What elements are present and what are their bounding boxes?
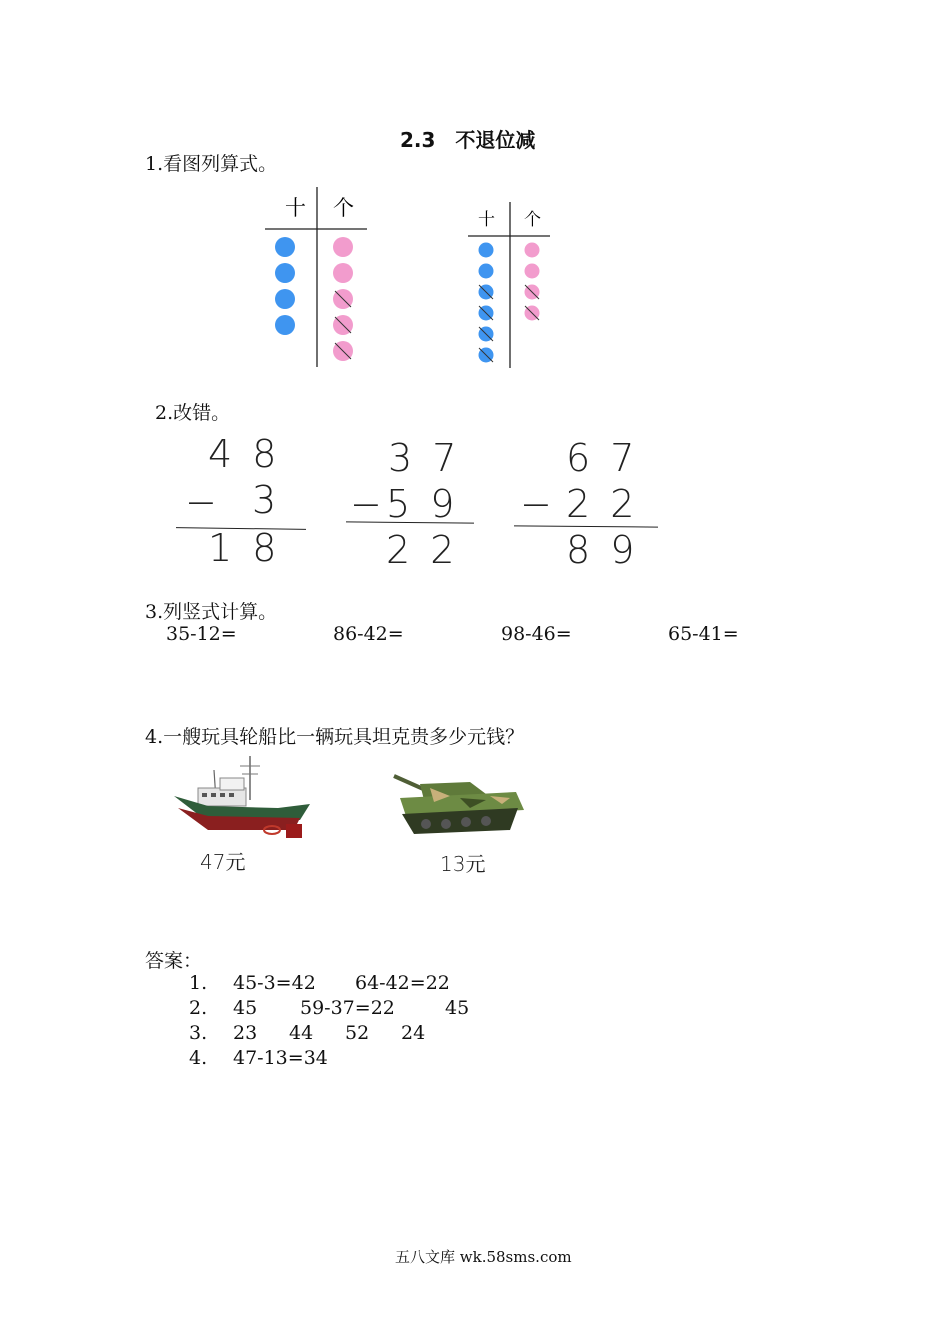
toy-ship-image bbox=[168, 752, 316, 844]
tens-dots bbox=[479, 243, 494, 363]
answer-2-part-1: 45 bbox=[233, 997, 258, 1019]
tens-dots bbox=[275, 237, 295, 335]
problem-3-top: 6 7 bbox=[566, 436, 639, 480]
ones-header: 个 bbox=[524, 210, 541, 230]
answer-2-part-3: 45 bbox=[445, 997, 470, 1019]
calc-item-3: 98-46= bbox=[501, 623, 572, 645]
answer-3-part-4: 24 bbox=[401, 1022, 426, 1044]
ones-header: 个 bbox=[333, 196, 354, 220]
problem-1-op: − bbox=[185, 480, 217, 524]
answer-4-part-1: 47-13=34 bbox=[233, 1047, 328, 1069]
answer-num-2: 2. bbox=[189, 997, 208, 1019]
toy-tank-image bbox=[390, 770, 530, 840]
page-title: 2.3 不退位减 bbox=[400, 128, 536, 152]
ones-dots bbox=[525, 243, 540, 321]
problem-3-result: 8 9 bbox=[566, 528, 639, 572]
answer-num-3: 3. bbox=[189, 1022, 208, 1044]
answer-num-1: 1. bbox=[189, 972, 208, 994]
question-2-label: 2.改错。 bbox=[155, 402, 231, 424]
problem-1-bottom: 3 bbox=[252, 478, 277, 522]
problem-3-bottom: 2 2 bbox=[566, 482, 639, 526]
problem-2-bottom: 5 9 bbox=[386, 482, 459, 526]
answer-1-part-2: 64-42=22 bbox=[355, 972, 450, 994]
question-3-label: 3.列竖式计算。 bbox=[145, 601, 278, 623]
tens-header: 十 bbox=[478, 210, 495, 230]
answer-num-4: 4. bbox=[189, 1047, 208, 1069]
footer-watermark: 五八文库 wk.58sms.com bbox=[395, 1248, 572, 1266]
answer-3-part-1: 23 bbox=[233, 1022, 258, 1044]
answer-3-part-3: 52 bbox=[345, 1022, 370, 1044]
tens-header: 十 bbox=[285, 196, 306, 220]
problem-1-result: 1 8 bbox=[208, 526, 281, 570]
tank-price: 13元 bbox=[440, 852, 486, 876]
place-value-chart-right bbox=[462, 200, 562, 372]
ones-dots bbox=[333, 237, 353, 361]
answer-1-part-1: 45-3=42 bbox=[233, 972, 316, 994]
calc-item-2: 86-42= bbox=[333, 623, 404, 645]
answers-heading: 答案： bbox=[145, 950, 203, 972]
answer-3-part-2: 44 bbox=[289, 1022, 314, 1044]
question-1-label: 1.看图列算式。 bbox=[145, 153, 278, 175]
ship-price: 47元 bbox=[200, 850, 246, 874]
answer-2-part-2: 59-37=22 bbox=[300, 997, 395, 1019]
problem-2-top: 3 7 bbox=[388, 436, 461, 480]
calc-item-4: 65-41= bbox=[668, 623, 739, 645]
problem-3-op: − bbox=[520, 482, 552, 526]
problem-2-op: − bbox=[350, 482, 382, 526]
problem-1-top: 4 8 bbox=[208, 432, 281, 476]
question-4-label: 4.一艘玩具轮船比一辆玩具坦克贵多少元钱？ bbox=[145, 726, 525, 748]
place-value-chart-left bbox=[255, 183, 385, 373]
calc-item-1: 35-12= bbox=[166, 623, 237, 645]
problem-2-result: 2 2 bbox=[386, 528, 459, 572]
